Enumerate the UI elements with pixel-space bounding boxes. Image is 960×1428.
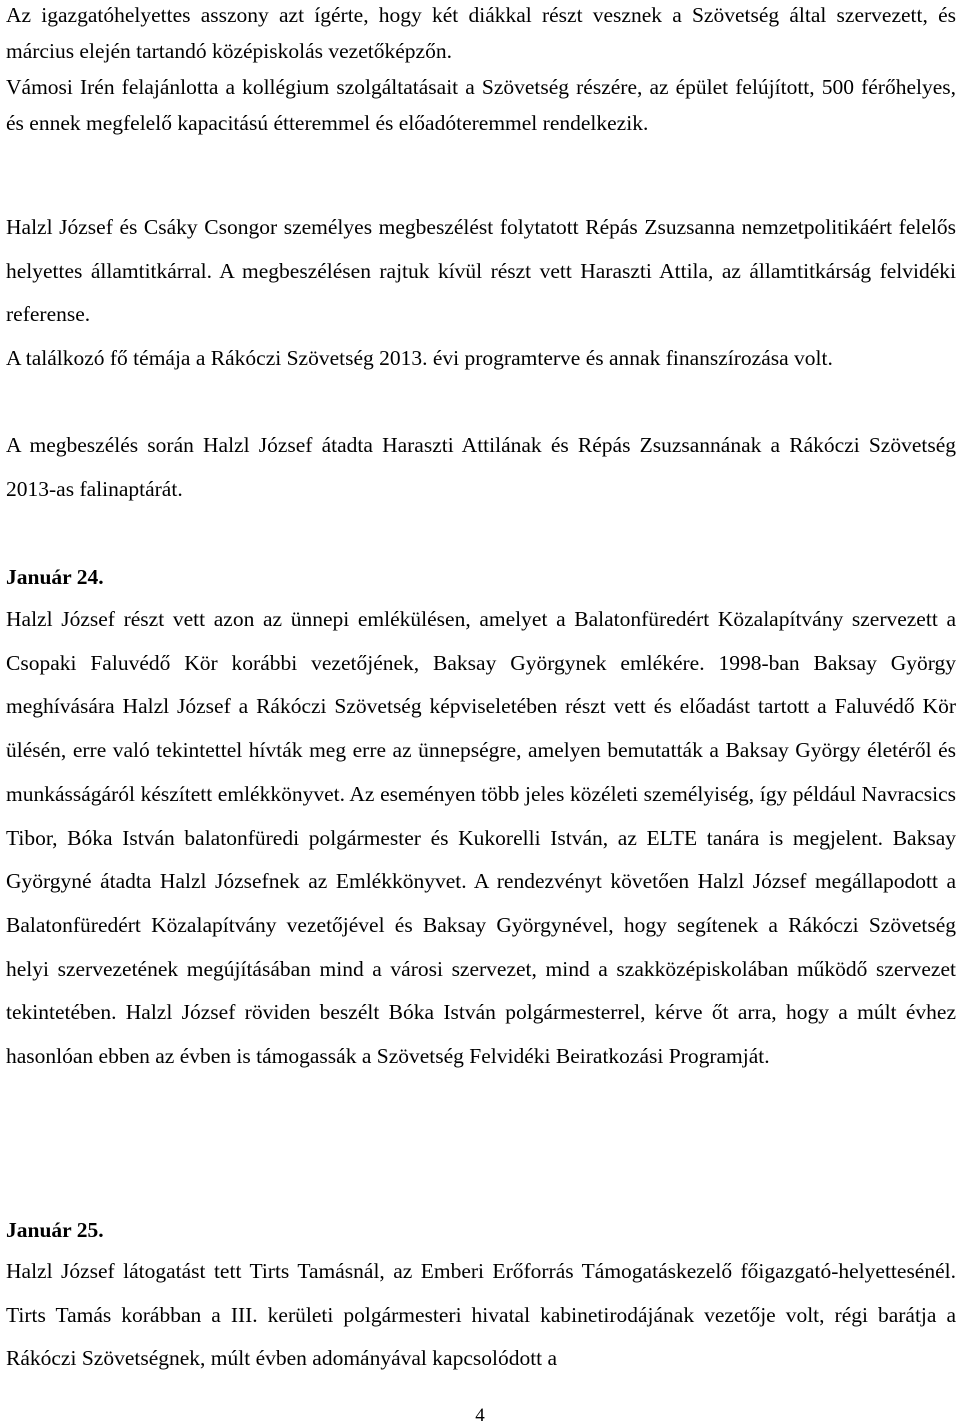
paragraph-meeting-topic: A találkozó fő témája a Rákóczi Szövetség 2013. évi programterve és annak finanszírozása volt. xyxy=(6,346,833,370)
paragraph-preparatory-training: Az igazgatóhelyettes asszony azt ígérte, hogy két diákkal részt vesznek a Szövetség által szervezett, és március elején tartandó középiskolás vezetőképzőn. xyxy=(6,3,956,63)
paragraph-calendar-handover: A megbeszélés során Halzl József átadta Haraszti Attilának és Répás Zsuzsannának a Rákóczi Szövetség 2013-as falinaptárát. xyxy=(6,433,956,501)
date-heading-january-25: Január 25. xyxy=(6,1218,104,1242)
paragraph-memorial-session: Halzl József részt vett azon az ünnepi emlékülésen, amelyet a Balatonfüredért Közalapítvány szervezett a Csopaki Faluvédő Kör korábbi vezetőjének, Baksay Györgynek emlékére. 1998-ban Baksay György meghívására Halzl József a Rákóczi Szövetség képviseletében részt vett és előadást tartott a Faluvédő Kör ülésén, erre való tekintettel hívták meg erre az ünnepségre, amelyen bemutatták a Baksay György életéről és munkásságáról készített emlékkönyvet. Az eseményen több jeles közéleti személyiség, így például Navracsics Tibor, Bóka István balatonfüredi polgármester és Kukorelli István, az ELTE tanára is megjelent. Baksay Györgyné átadta Halzl Józsefnek az Emlékkönyvet. A rendezvényt követően Halzl József megállapodott a Balatonfüredért Közalapítvány vezetőjével és Baksay Györgynével, hogy segítenek a Rákóczi Szövetség helyi szervezetének megújításában mind a városi szervezet, mind a szakközépiskolában működő szervezet tekintetében. Halzl József röviden beszélt Bóka István polgármesterrel, kérve őt arra, hogy a múlt évhez hasonlóan ebben az évben is támogassák a Szövetség Felvidéki Beiratkozási Programját. xyxy=(6,607,956,1069)
date-heading-january-24: Január 24. xyxy=(6,565,104,589)
paragraph-dormitory-offer: Vámosi Irén felajánlotta a kollégium szolgáltatásait a Szövetség részére, az épület felújított, 500 férőhelyes, és ennek megfelelő kapacitású étteremmel és előadóteremmel rendelkezik. xyxy=(6,75,956,135)
page-number: 4 xyxy=(475,1405,485,1426)
paragraph-visit-tirts: Halzl József látogatást tett Tirts Tamásnál, az Emberi Erőforrás Támogatáskezelő főigazgató-helyettesénél. Tirts Tamás korábban a III. kerületi polgármesteri hivatal kabinetirodájának vezetője volt, régi barátja a Rákóczi Szövetségnek, múlt évben adományával kapcsolódott a xyxy=(6,1259,956,1371)
paragraph-meeting-repas: Halzl József és Csáky Csongor személyes megbeszélést folytatott Répás Zsuzsanna nemzetpolitikáért felelős helyettes államtitkárral. A megbeszélésen rajtuk kívül részt vett Haraszti Attila, az államtitkárság felvidéki referense. xyxy=(6,215,956,327)
